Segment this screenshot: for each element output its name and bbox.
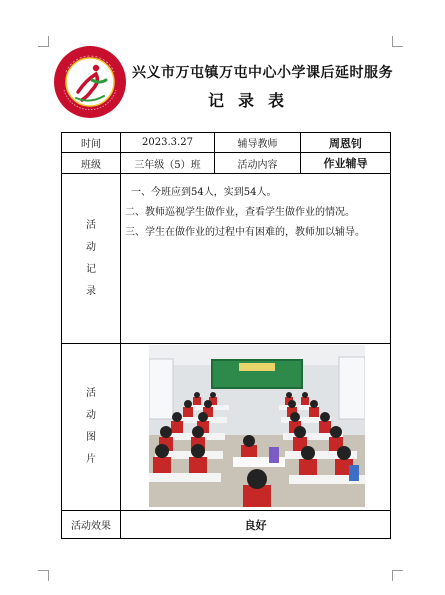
class-label: 班级	[81, 159, 101, 171]
photo-label-char: 图	[86, 432, 96, 443]
records-content	[125, 183, 387, 243]
class-value: 三年级（5）班	[134, 159, 201, 171]
record-line: 三、学生在做作业的过程中有困难的，教师加以辅导。	[125, 227, 365, 238]
classroom-photo-image	[149, 345, 365, 507]
crop-mark-top-left	[38, 36, 49, 47]
time-label: 时间	[81, 139, 101, 150]
page-title: 兴义市万屯镇万屯中心小学课后延时服务	[132, 65, 393, 81]
record-table	[61, 132, 391, 539]
teacher-label: 辅导教师	[237, 139, 278, 150]
crop-mark-top-right	[392, 36, 403, 47]
page-subtitle: 记录表	[208, 91, 299, 110]
photo-label-char: 片	[86, 454, 96, 465]
blackboard-banner	[239, 363, 275, 371]
activity-photo	[149, 345, 365, 507]
school-logo	[52, 44, 128, 120]
time-value: 2023.3.27	[142, 137, 193, 148]
teacher-value: 周恩钊	[329, 136, 362, 150]
crop-mark-bottom-left	[38, 570, 49, 581]
photo-label	[62, 344, 120, 510]
photo-label-char: 动	[86, 410, 96, 421]
photo-label-char: 活	[86, 388, 96, 399]
records-label-char: 录	[86, 285, 96, 297]
records-label-char: 记	[86, 263, 96, 275]
record-line: 二、教师巡视学生做作业，查看学生做作业的情况。	[125, 207, 355, 218]
record-line: 一、今班应到54人，实到54人。	[131, 187, 277, 198]
result-value: 良好	[244, 518, 267, 532]
records-label	[62, 174, 120, 343]
content-label: 活动内容	[237, 159, 278, 171]
result-label: 活动效果	[71, 521, 111, 532]
records-label-char: 动	[86, 241, 96, 253]
column-divider	[120, 133, 121, 538]
content-value: 作业辅导	[323, 157, 368, 170]
records-label-char: 活	[86, 219, 96, 231]
crop-mark-bottom-right	[392, 570, 403, 581]
